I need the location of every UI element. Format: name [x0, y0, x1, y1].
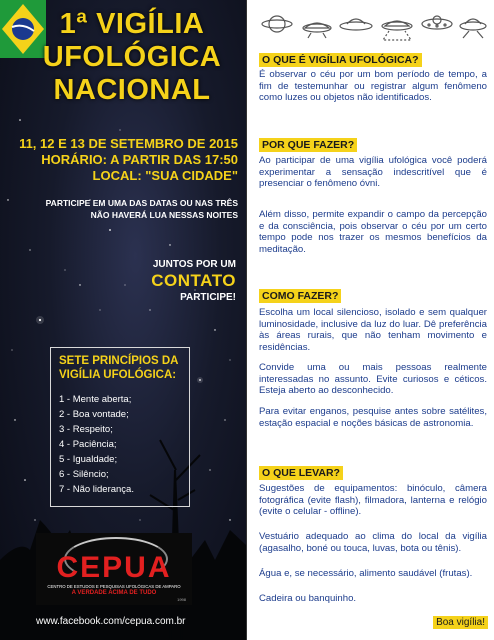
ufo-icon [460, 19, 486, 38]
principles-title [59, 354, 181, 382]
section-what-text: É observar o céu por um bom período de tempo, a fim de testemunhar ou registrar algum fenômeno como luzes ou objetos não identificados. [259, 69, 487, 103]
section-bring-text-3: Água e, se necessário, alimento saudável (frutas). [259, 568, 473, 579]
logo-word: CEPUA [56, 551, 172, 584]
poster-right-panel [246, 0, 494, 640]
ufo-icon [382, 21, 412, 40]
event-info [19, 136, 238, 184]
event-time: HORÁRIO: A PARTIR DAS 17:50 [41, 152, 238, 167]
list-item: 4 - Paciência; [59, 439, 117, 450]
section-bring-text-1: Sugestões de equipamentos: binóculo, câmera fotográfica (evite flash), filmadora, lanterna e relógio (evite o celular - offline). [259, 483, 487, 517]
list-item: 1 - Mente aberta; [59, 394, 132, 405]
contact-callout [151, 258, 236, 304]
principles-title-line-2: VIGÍLIA UFOLÓGICA: [59, 369, 177, 381]
saucer-icon [340, 19, 372, 30]
principles-title-line-1: SETE PRINCÍPIOS DA [59, 355, 179, 367]
contato-text: CONTATO [151, 271, 236, 290]
title-line-1: 1ª VIGÍLIA [59, 8, 205, 40]
section-how-text-1: Escolha um local silencioso, isolado e sem qualquer luminosidade, inclusive da luz do luar. Dê preferência às áreas rurais, que não tenham movimento e residências. [259, 307, 487, 353]
title-line-2: UFOLÓGICA [42, 41, 222, 73]
title-line-3: NACIONAL [53, 74, 211, 106]
section-title-why: POR QUE FAZER? [259, 138, 357, 152]
logo-subtitle: CENTRO DE ESTUDOS E PESQUISAS UFOLÓGICAS DE AMPARO [47, 584, 181, 589]
logo-motto: A VERDADE ACIMA DE TUDO [71, 590, 157, 596]
saucer-icon [422, 16, 452, 29]
event-location: LOCAL: "SUA CIDADE" [92, 168, 238, 183]
list-item: 3 - Respeito; [59, 424, 113, 435]
cepua-logo [36, 533, 192, 605]
boa-vigilia-badge: Boa vigília! [433, 616, 488, 629]
section-how-text-2: Convide uma ou mais pessoas realmente interessadas no assunto. Evite curiosos e céticos. Esteja aberto ao desconhecido. [259, 362, 487, 396]
section-how-text-3: Para evitar enganos, pesquise antes sobre satélites, estação espacial e noções básicas de astronomia. [259, 406, 487, 429]
event-title [22, 8, 242, 107]
section-title-bring: O QUE LEVAR? [259, 466, 343, 480]
list-item: 6 - Silêncio; [59, 469, 109, 480]
principles-list [59, 392, 181, 497]
ufo-icon-strip [261, 6, 487, 42]
logo-year: 1998 [177, 597, 186, 602]
principles-box [50, 347, 190, 507]
participe-text: PARTICIPE! [180, 292, 236, 303]
note-line-1: PARTICIPE EM UMA DAS DATAS OU NAS TRÊS [45, 198, 238, 208]
list-item: 7 - Não liderança. [59, 484, 134, 495]
planet-icon [262, 16, 292, 32]
section-title-how: COMO FAZER? [259, 289, 341, 303]
section-bring-text-4: Cadeira ou banquinho. [259, 593, 357, 604]
section-why-text-1: Ao participar de uma vigília ufológica você poderá experimentar a sensação indescritível que é presenciar o fenômeno óvni. [259, 155, 487, 189]
section-why-text-2: Além disso, permite expandir o campo da percepção e da consciência, pois observar o céu por um certo tempo pode nos trazer os mesmos benefícios da meditação. [259, 209, 487, 255]
note-line-2: NÃO HAVERÁ LUA NESSAS NOITES [90, 210, 238, 220]
list-item: 5 - Igualdade; [59, 454, 118, 465]
participation-note [46, 197, 238, 221]
poster-left-panel [0, 0, 246, 640]
section-title-what: O QUE É VIGÍLIA UFOLÓGICA? [259, 53, 422, 67]
facebook-link[interactable]: www.facebook.com/cepua.com.br [36, 616, 186, 627]
ufo-icon [303, 23, 331, 38]
list-item: 2 - Boa vontade; [59, 409, 129, 420]
juntos-text: JUNTOS POR UM [152, 259, 236, 270]
section-bring-text-2: Vestuário adequado ao clima do local da vigília (agasalho, boné ou touca, luvas, bota ou tênis). [259, 531, 487, 554]
event-dates: 11, 12 E 13 DE SETEMBRO DE 2015 [19, 136, 238, 151]
